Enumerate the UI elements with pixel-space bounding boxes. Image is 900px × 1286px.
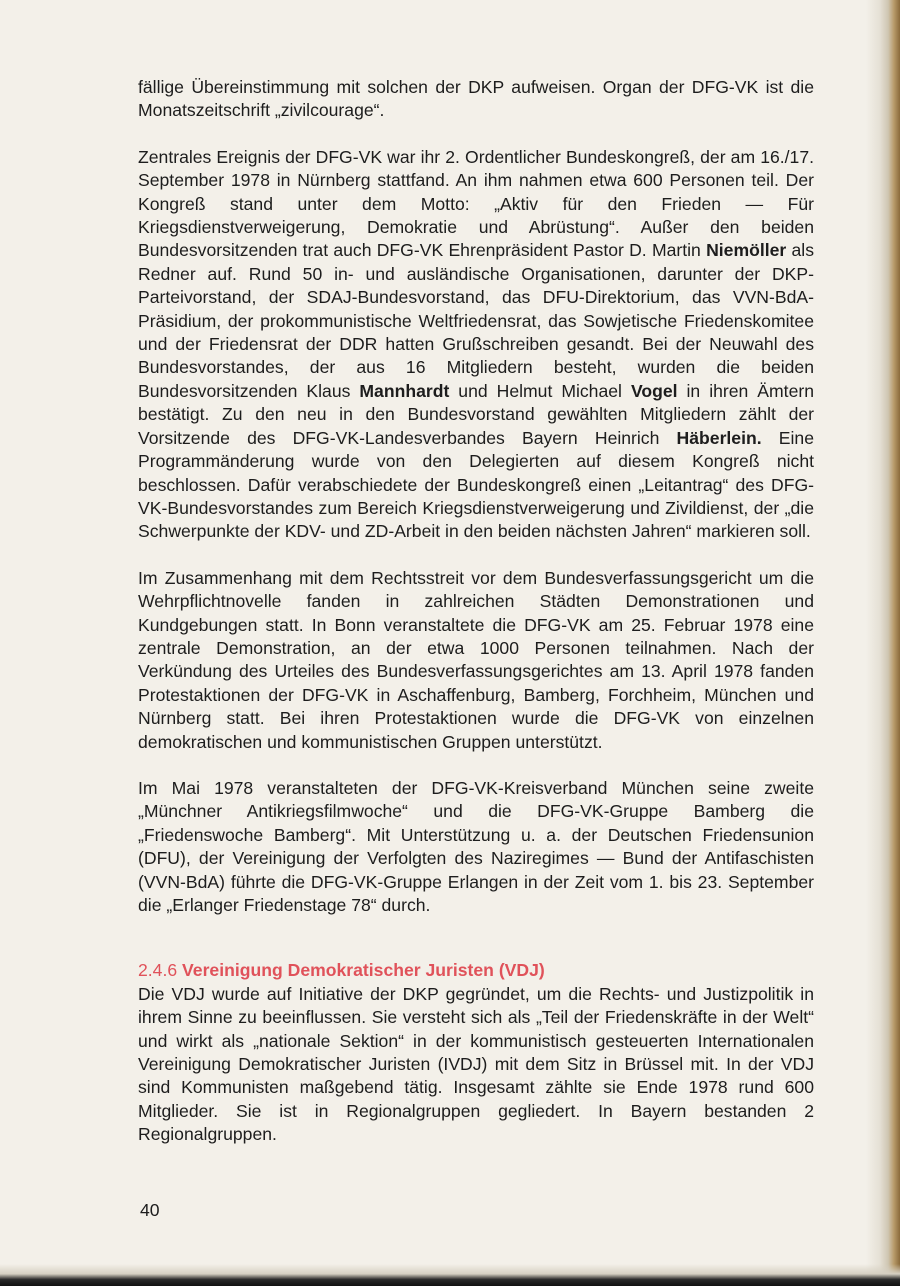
page-number: 40 bbox=[140, 1200, 160, 1220]
page-edge-shadow bbox=[866, 0, 900, 1286]
paragraph bbox=[138, 146, 814, 544]
section-title: Vereinigung Demokratischer Juristen (VDJ) bbox=[182, 960, 545, 981]
person-name: Vogel bbox=[630, 380, 678, 401]
person-name: Häberlein. bbox=[676, 427, 762, 448]
text-segment: in ihren Ämtern bestätigt. Zu den neu in den Bundesvorstand gewählten Mitgliedern zählt der Vorsitzende des DFG-VK-Landesverbandes Bayern Heinrich bbox=[138, 380, 814, 448]
text-segment: Im Zusammenhang mit dem Rechtsstreit vor dem Bundesverfassungsgericht um die Wehrpflichtnovelle fanden in zahlreichen Städten Demonstrationen und Kundgebungen statt. In Bonn veranstaltete die DFG-VK am 25. Februar 1978 eine zentrale Demonstration, an der etwa 1000 Personen teilnahmen. Nach der Verkündung des Urteiles des Bundesverfassungsgerichtes am 13. April 1978 fanden Protestaktionen der DFG-VK in Aschaffenburg, Bamberg, Forchheim, München und Nürnberg statt. Bei ihren Protestaktionen wurde die DFG-VK von einzelnen demokratischen und kommunistischen Gruppen unterstützt. bbox=[138, 567, 814, 752]
section-heading bbox=[138, 959, 814, 982]
text-segment: fällige Übereinstimmung mit solchen der DKP aufweisen. Organ der DFG-VK ist die Monatszeitschrift „zivilcourage“. bbox=[138, 77, 814, 121]
paragraph bbox=[138, 777, 814, 917]
paragraph bbox=[138, 567, 814, 754]
section-number: 2.4.6 bbox=[138, 960, 178, 981]
body-paragraphs bbox=[138, 76, 814, 917]
person-name: Niemöller bbox=[706, 240, 787, 261]
text-segment: Eine Programmänderung wurde von den Delegierten auf diesem Kongreß nicht beschlossen. Dafür verabschiedete der Bundeskongreß einen „Leitantrag“ des DFG-VK-Bundesvorstandes zum Bereich Kriegsdienstverweigerung und Zivildienst, der „die Schwerpunkte der KDV- und ZD-Arbeit in den beiden nächsten Jahren“ markieren soll. bbox=[138, 427, 814, 542]
page-bottom-shadow bbox=[0, 1264, 900, 1286]
text-column bbox=[138, 76, 814, 1147]
text-segment: als Redner auf. Rund 50 in- und ausländische Organisationen, darunter der DKP-Parteivorstand, der SDAJ-Bundesvorstand, das DFU-Direktorium, das VVN-BdA-Präsidium, der prokommunistische Weltfriedensrat, das Sowjetische Friedenskomitee und der Friedensrat der DDR hatten Grußschreiben gesandt. Bei der Neuwahl des Bundesvorstandes, der aus 16 Mitgliedern besteht, wurden die beiden Bundesvorsitzenden Klaus bbox=[138, 240, 815, 401]
section-paragraph: Die VDJ wurde auf Initiative der DKP gegründet, um die Rechts- und Justizpolitik in ihrem Sinne zu beeinflussen. Sie versteht sich als „Teil der Friedenskräfte in der Welt“ und wirkt als „nationale Sektion“ in der kommunistisch gesteuerten Internationalen Vereinigung Demokratischer Juristen (IVDJ) mit dem Sitz in Brüssel mit. In der VDJ sind Kommunisten maßgebend tätig. Insgesamt zählte sie Ende 1978 rund 600 Mitglieder. Sie ist in Regionalgruppen gegliedert. In Bayern bestanden 2 Regionalgruppen. bbox=[138, 983, 814, 1145]
text-segment: und Helmut Michael bbox=[449, 380, 631, 401]
person-name: Mannhardt bbox=[359, 380, 450, 401]
text-segment: Im Mai 1978 veranstalteten der DFG-VK-Kreisverband München seine zweite „Münchner Antikriegsfilmwoche“ und die DFG-VK-Gruppe Bamberg die „Friedenswoche Bamberg“. Mit Unterstützung u. a. der Deutschen Friedensunion (DFU), der Vereinigung der Verfolgten des Naziregimes — Bund der Antifaschisten (VVN-BdA) führte die DFG-VK-Gruppe Erlangen in der Zeit vom 1. bis 23. September die „Erlanger Friedenstage 78“ durch. bbox=[138, 777, 814, 915]
paragraph bbox=[138, 76, 814, 123]
text-segment: Zentrales Ereignis der DFG-VK war ihr 2. Ordentlicher Bundeskongreß, der am 16./17. September 1978 in Nürnberg stattfand. An ihm nahmen etwa 600 Personen teil. Der Kongreß stand unter dem Motto: „Aktiv für den Frieden — Für Kriegsdienstverweigerung, Demokratie und Abrüstung“. Außer den beiden Bundesvorsitzenden trat auch DFG-VK Ehrenpräsident Pastor D. Martin bbox=[138, 146, 814, 261]
